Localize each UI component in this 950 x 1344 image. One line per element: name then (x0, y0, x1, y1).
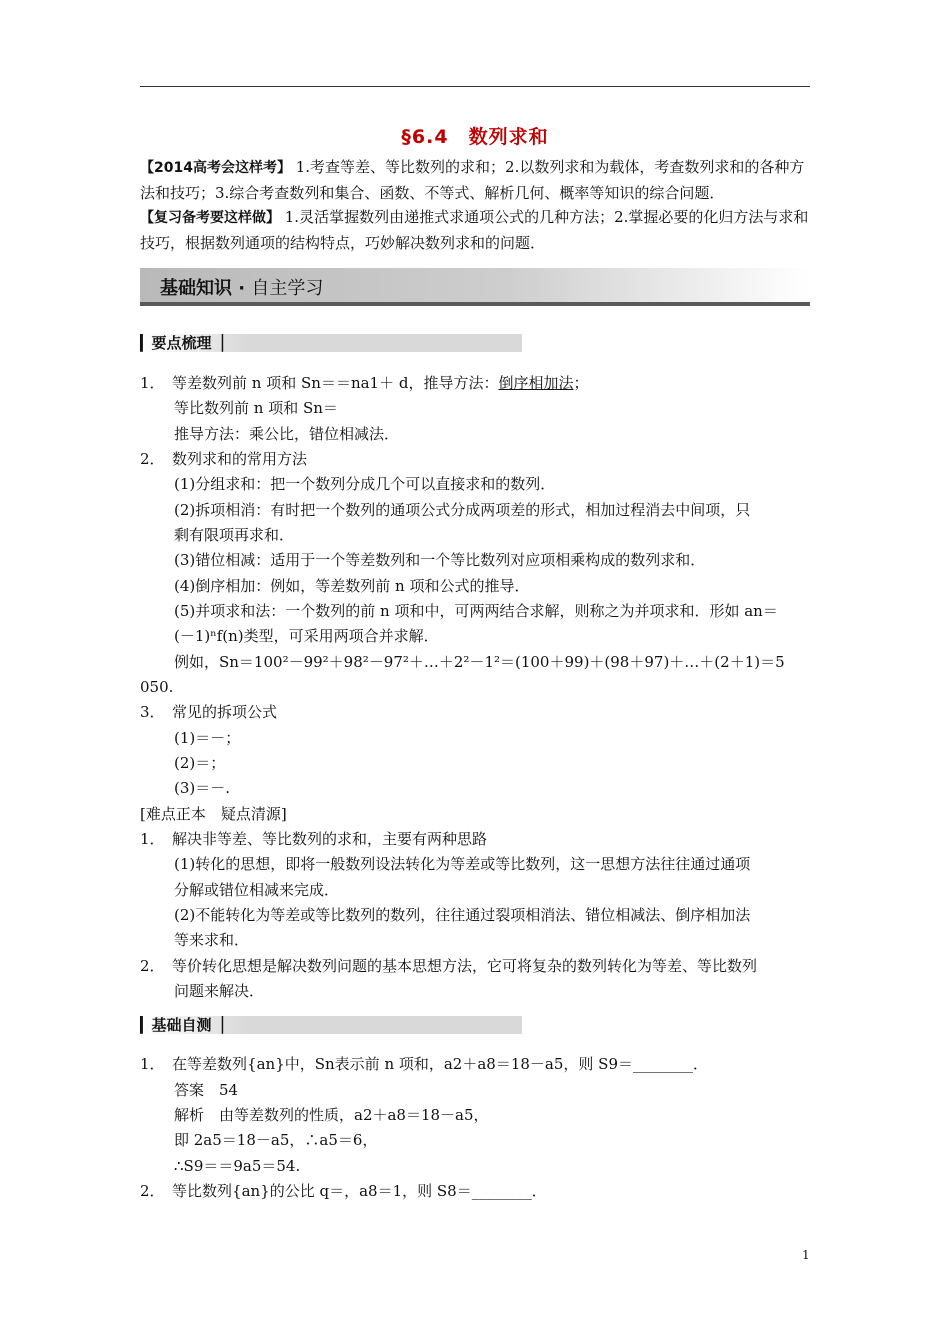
intro-paragraph-1 (140, 155, 810, 206)
key-line-1 (140, 371, 589, 396)
section-banner (140, 268, 810, 306)
key-line-21: 分解或错位相减来完成． (174, 881, 340, 899)
key-line-4: 2． 数列求和的常用方法 (140, 450, 308, 468)
key-line-10: (5)并项求和法：一个数列的前 n 项和中，可两两结合求解，则称之为并项求和．形如 an＝ (174, 602, 778, 620)
key-line-23: 等来求和． (174, 931, 250, 949)
subheading-label: 基础自测 (151, 1016, 212, 1034)
key-line-18: [难点正本 疑点清源] (140, 805, 287, 823)
key-line-15: (1)＝－； (174, 729, 241, 747)
intro-tag-2: 【复习备考要这样做】 (140, 210, 280, 226)
subheading-text: ▎要点梳理▕ (140, 334, 224, 352)
key-line-1-text: 1． 等差数列前 n 项和 Sn＝＝na1＋ d，推导方法： (140, 374, 499, 392)
header-rule (140, 86, 810, 87)
banner-main: 基础知识 (160, 278, 232, 299)
key-line-9: (4)倒序相加：例如，等差数列前 n 项和公式的推导． (174, 577, 530, 595)
key-line-19: 1． 解决非等差、等比数列的求和，主要有两种思路 (140, 830, 488, 848)
key-line-7: 剩有限项再求和． (174, 526, 295, 544)
key-line-25: 问题来解决． (174, 982, 265, 1000)
subheading-key-points (140, 334, 522, 352)
key-line-1-underlined: 倒序相加法 (498, 374, 574, 392)
subheading-text: ▎基础自测▕ (140, 1016, 224, 1034)
banner-sub: 自主学习 (251, 278, 324, 299)
test-line-5: ∴S9＝＝9a5＝54. (174, 1157, 301, 1175)
key-line-22: (2)不能转化为等差或等比数列的数列，往往通过裂项相消法、错位相减法、倒序相加法 (174, 906, 751, 924)
test-line-2: 答案 54 (174, 1081, 239, 1099)
banner-underline (140, 302, 810, 306)
intro-text-1: 1.考查等差、等比数列的求和；2.以数列求和为载体，考查数列求和的各种方法和技巧；3.综合考查数列和集合、函数、不等式、解析几何、概率等知识的综合问题． (140, 158, 805, 202)
subheading-self-test (140, 1016, 522, 1034)
key-line-24: 2． 等价转化思想是解决数列问题的基本思想方法，它可将复杂的数列转化为等差、等比数列 (140, 957, 758, 975)
intro-tag-1: 【2014高考会这样考】 (140, 160, 291, 176)
key-line-3: 推导方法：乘公比，错位相减法． (174, 425, 400, 443)
key-line-8: (3)错位相减：适用于一个等差数列和一个等比数列对应项相乘构成的数列求和． (174, 551, 706, 569)
key-line-17: (3)＝－. (174, 779, 231, 797)
page-title: §6.4 数列求和 (401, 126, 549, 148)
test-line-3: 解析 由等差数列的性质，a2＋a8＝18－a5， (174, 1106, 489, 1124)
test-line-4: 即 2a5＝18－a5，∴a5＝6， (174, 1131, 378, 1149)
key-line-2: 等比数列前 n 项和 Sn＝ (174, 399, 338, 417)
key-line-20: (1)转化的思想，即将一般数列设法转化为等差或等比数列，这一思想方法往往通过通项 (174, 855, 751, 873)
intro-text-2: 1.灵活掌握数列由递推式求通项公式的几种方法；2.掌握必要的化归方法与求和技巧，根据数列通项的结构特点，巧妙解决数列求和的问题． (140, 208, 809, 252)
banner-title (160, 274, 323, 300)
key-line-14: 3． 常见的拆项公式 (140, 703, 278, 721)
test-line-1: 1． 在等差数列{an}中，Sn表示前 n 项和，a2＋a8＝18－a5，则 S9＝________． (140, 1055, 709, 1073)
key-line-5: (1)分组求和：把一个数列分成几个可以直接求和的数列． (174, 475, 556, 493)
key-line-6: (2)拆项相消：有时把一个数列的通项公式分成两项差的形式，相加过程消去中间项，只 (174, 501, 751, 519)
page-number: 1 (802, 1248, 810, 1262)
subheading-label: 要点梳理 (151, 334, 212, 352)
test-line-6: 2． 等比数列{an}的公比 q＝，a8＝1，则 S8＝________． (140, 1182, 547, 1200)
intro-paragraph-2 (140, 205, 810, 256)
key-line-11: (－1)ⁿf(n)类型，可采用两项合并求解． (174, 627, 439, 645)
key-line-16: (2)＝； (174, 754, 226, 772)
key-line-1-end: ； (573, 374, 589, 392)
banner-dot: · (232, 278, 252, 299)
key-line-13: 050. (140, 678, 174, 696)
key-line-12: 例如，Sn＝100²－99²＋98²－97²＋…＋2²－1²＝(100＋99)＋(98＋97)＋…＋(2＋1)＝5 (174, 653, 785, 671)
